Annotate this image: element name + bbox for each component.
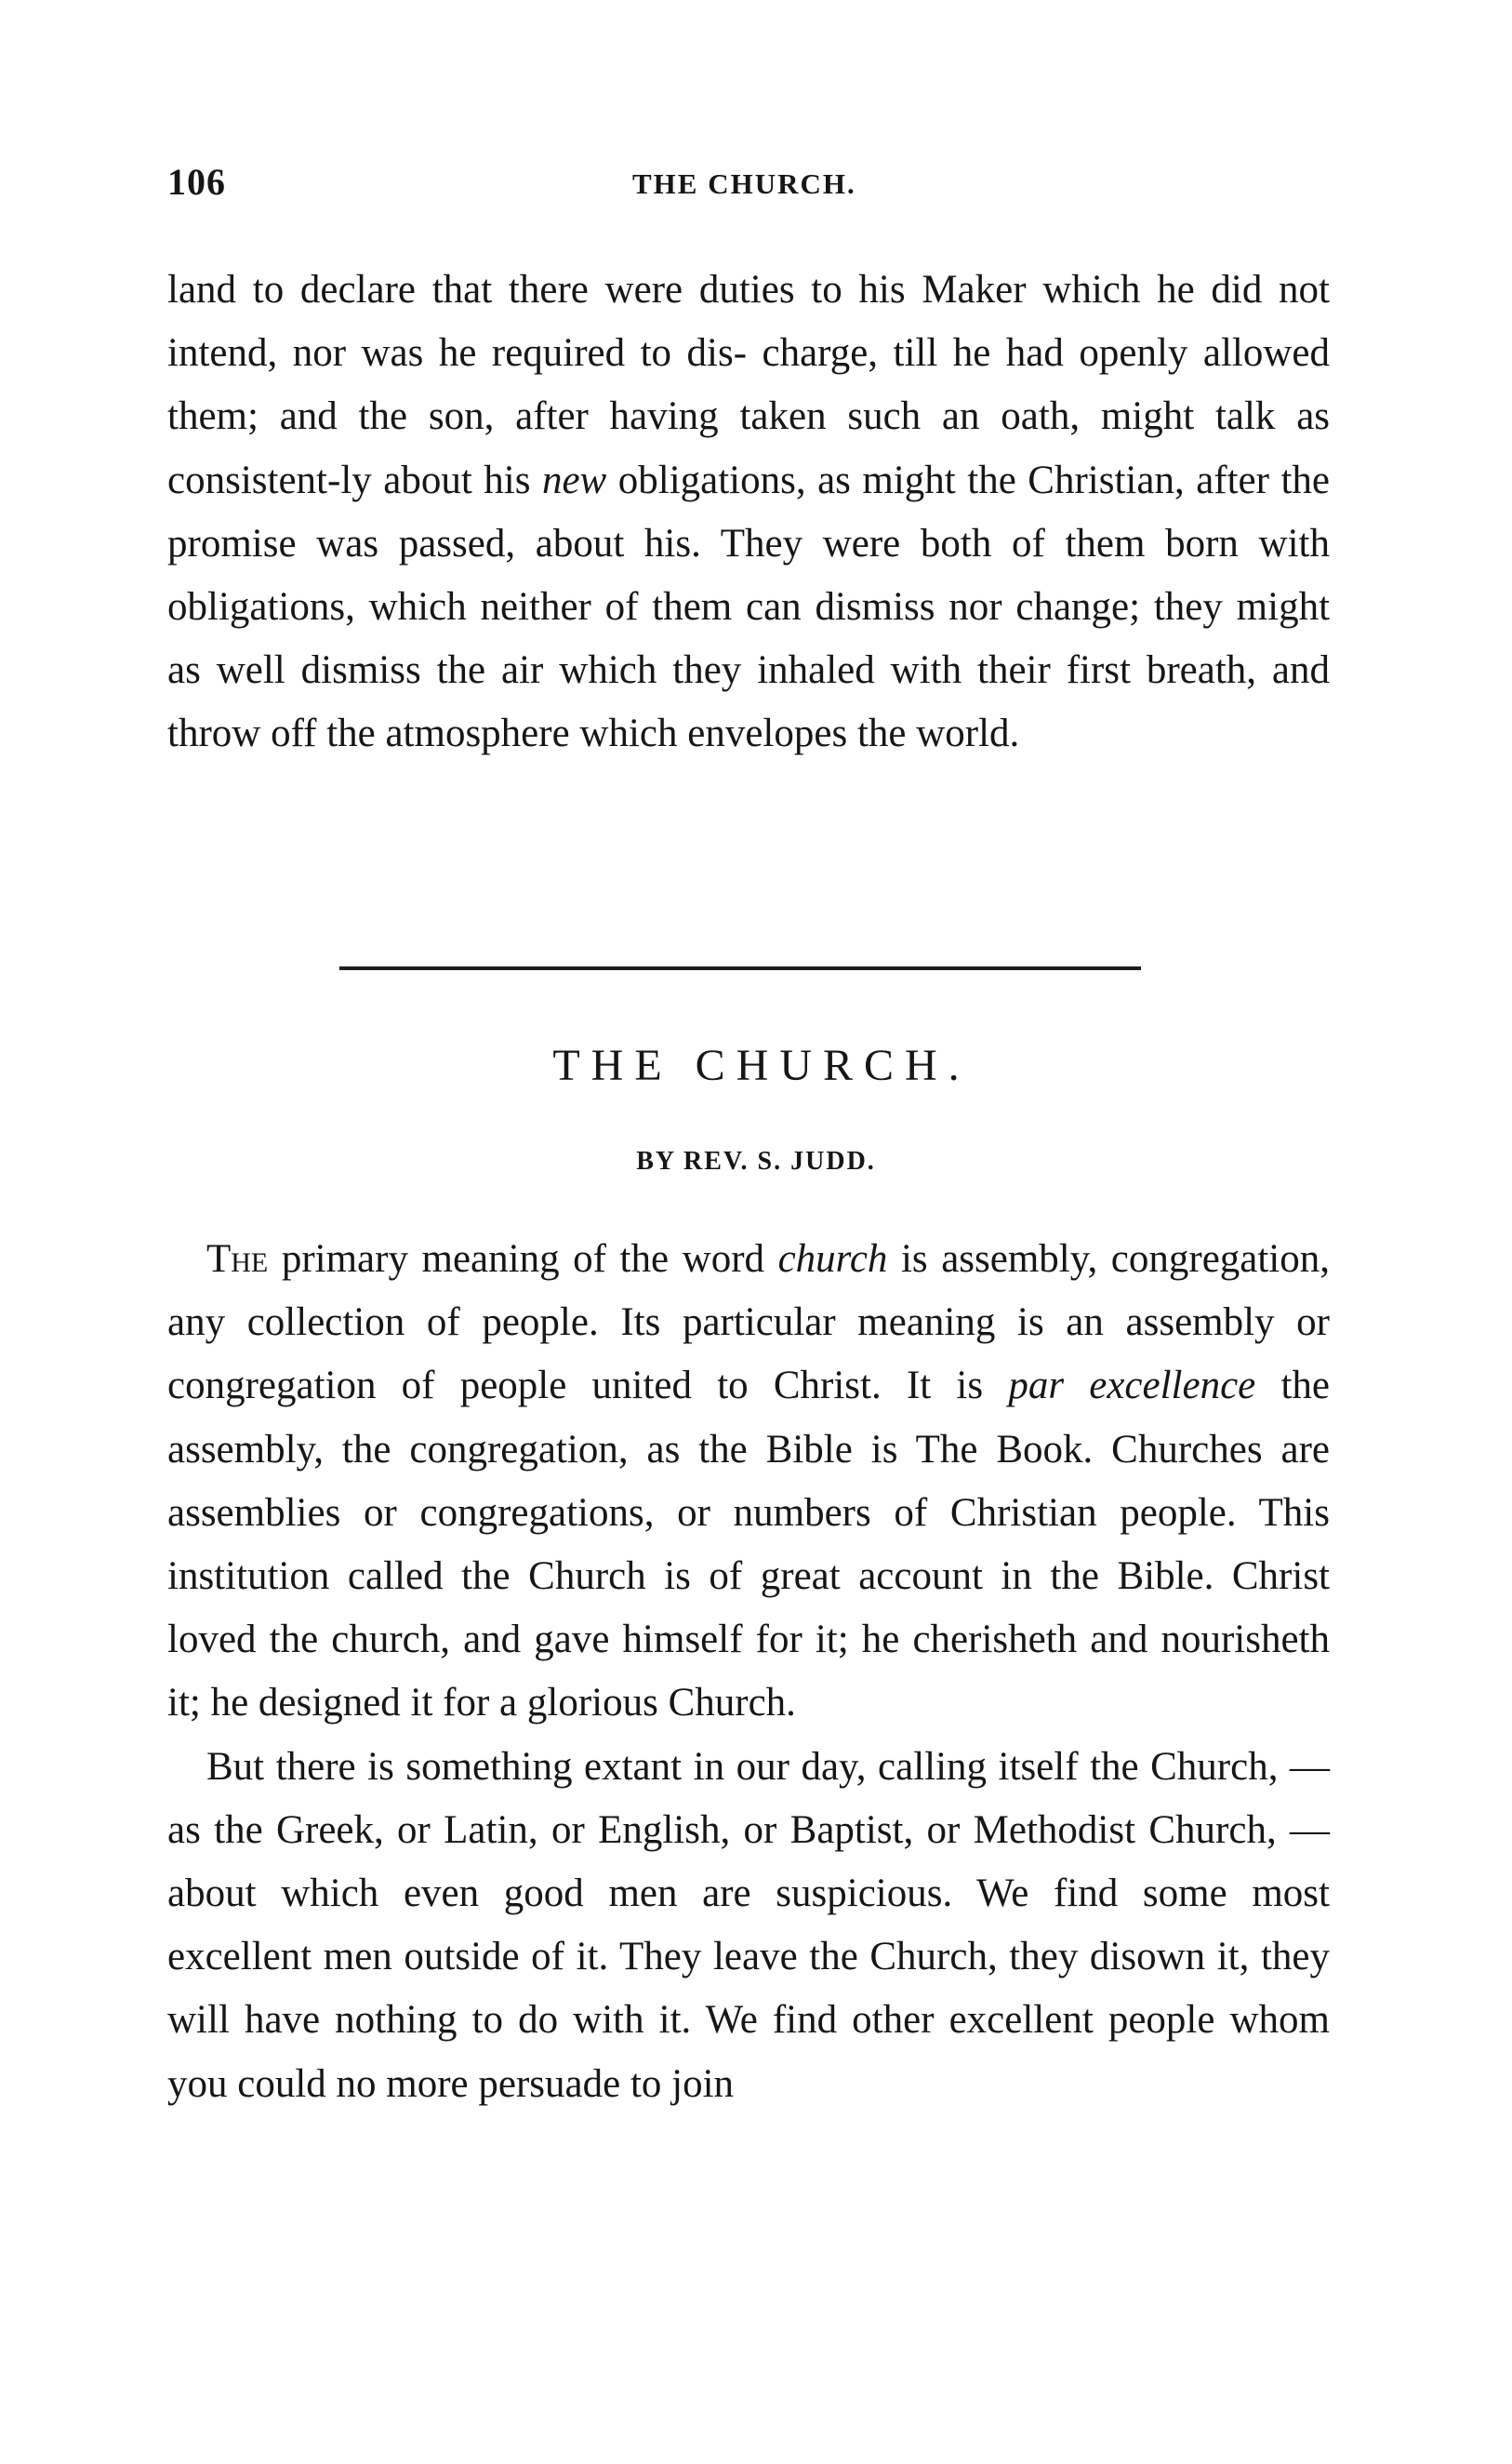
previous-article-paragraph: land to declare that there were duties to his Maker which he did not intend, nor was he required to dis- charge, till he had openly allowed them; and the son, after having taken such an oath, might talk as consistent-ly about his new obligations, as might the Christian, after the promise was passed, about his. They were both of them born with obligations, which neither of them can dismiss nor change; they might as well dismiss the air which they inhaled with their first breath, and throw off the atmosphere which envelopes the world.: [167, 268, 1331, 756]
lead-word: The: [206, 1237, 269, 1281]
previous-article-text: [167, 259, 1330, 766]
article-paragraph-2: But there is something extant in our day, calling itself the Church, — as the Greek, or Latin, or English, or Baptist, or Methodist Church, — about which even good men are suspicious. We find some most excellent men outside of it. They leave the Church, they disown it, they will have nothing to do with it. We find other excellent people whom you could no more persuade to join: [167, 1744, 1330, 2106]
emphasis-new: new: [541, 458, 607, 502]
article-byline: BY REV. S. JUDD.: [636, 1147, 876, 1176]
page-header: [167, 160, 1339, 216]
page-number: 106: [167, 161, 226, 203]
article-title: THE CHURCH.: [552, 1041, 971, 1090]
emphasis-church: church: [777, 1237, 888, 1281]
running-head: THE CHURCH.: [632, 167, 856, 200]
article-paragraph-1: The primary meaning of the word church is assembly, congregation, any collection of people. Its particular meaning is an assembly or congregation of people united to Christ. It is par excellence the assembly, the congregation, as the Bible is The Book. Churches are assemblies or congregations, or numbers of Christian people. This institution called the Church is of great account in the Bible. Christ loved the church, and gave himself for it; he cherisheth and nourisheth it; he designed it for a glorious Church.: [167, 1237, 1331, 1725]
article-body: [167, 1228, 1330, 2116]
emphasis-par-excellence: par excellence: [1008, 1364, 1256, 1408]
section-divider: [339, 966, 1141, 970]
